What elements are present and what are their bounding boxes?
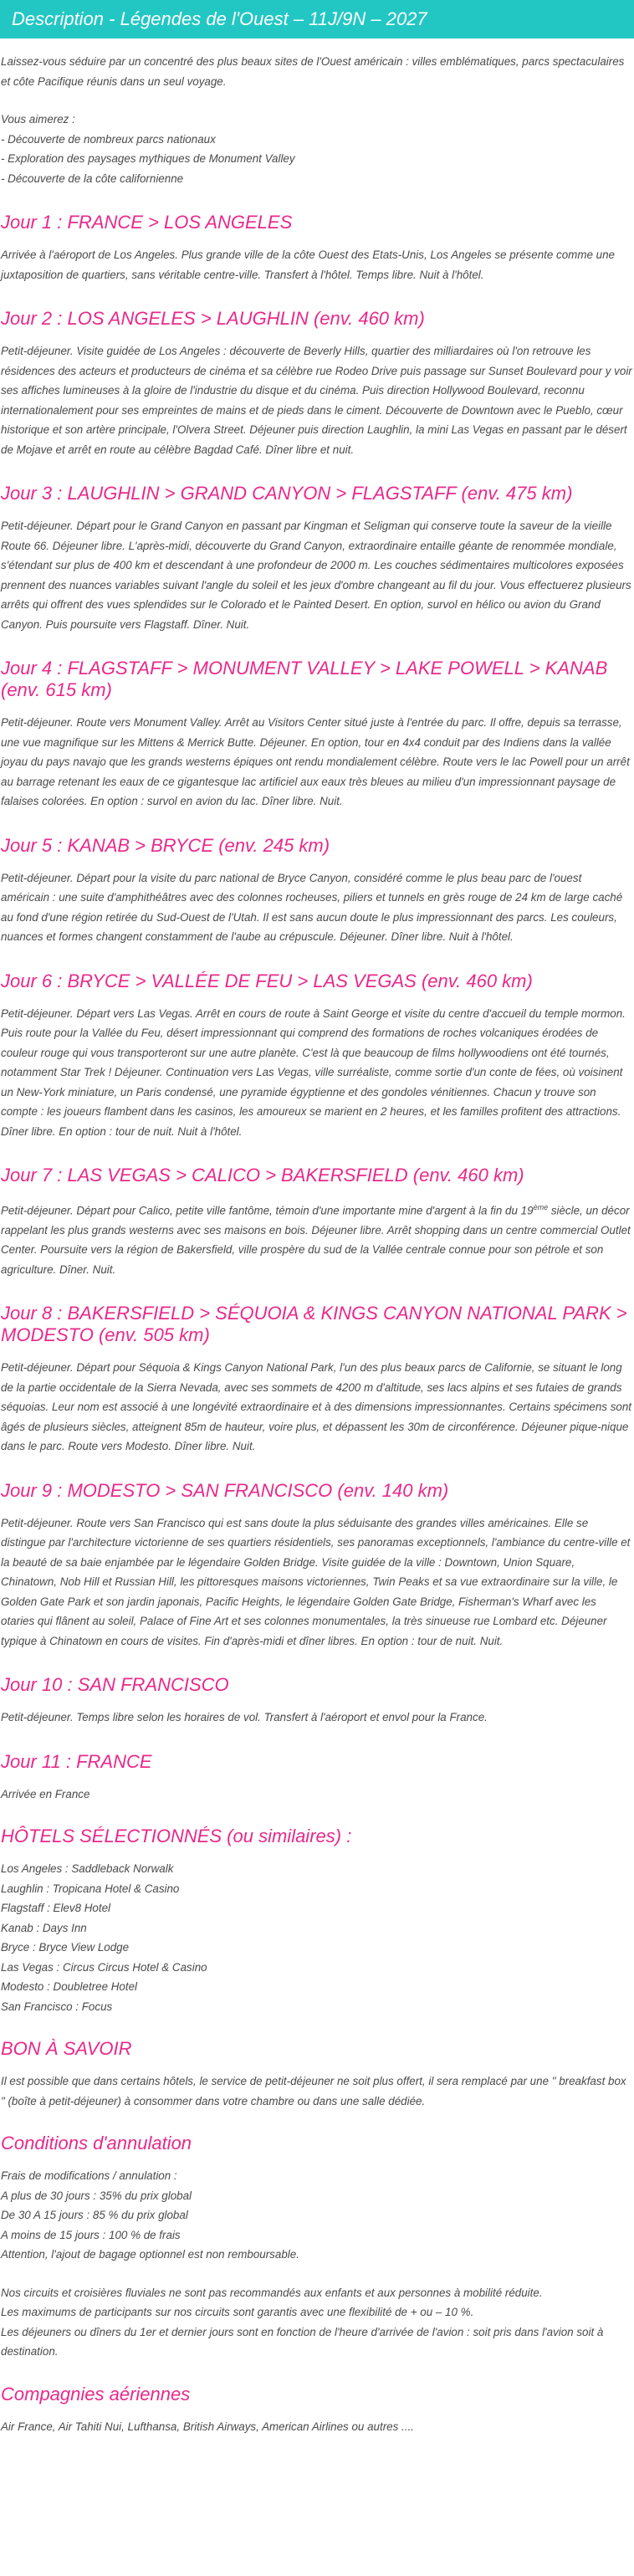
day-heading: Jour 8 : BAKERSFIELD > SÉQUOIA & KINGS CANYON NATIONAL PARK > MODESTO (env. 505 km) — [1, 1303, 627, 1346]
day-9 — [1, 1480, 632, 1652]
annulation-section — [1, 2133, 632, 2362]
annulation-note: Nos circuits et croisières fluviales ne sont pas recommandés aux enfants et aux personnes à mobilité réduite. — [1, 2286, 543, 2299]
day-10 — [1, 1674, 632, 1728]
hotels-section — [1, 1826, 632, 2016]
day-heading: Jour 11 : FRANCE — [1, 1750, 152, 1772]
day-text: Petit-déjeuner. Départ vers Las Vegas. Arrêt en cours de route à Saint George et visite du centre d'accueil du temple mormon. Puis route pour la Vallée du Feu, désert impressionnant qui comprend des formations de roches volcaniques érodées de couleur rouge qui vous transporteront sur une autre planète. C'est là que beaucoup de films hollywoodiens ont été tournés, notamment Star Trek ! Déjeuner. Continuation vers Las Vegas, ville surréaliste, comme sortie d'un conte de fées, où voisinent un New-York miniature, un Paris condensé, une pyramide égyptienne et des gondoles vénitiennes. Chacun y trouve son compte : les joueurs flambent dans les casinos, les amoureux se marient en 2 heures, et les familles profitent des attractions. Dîner libre. En option : tour de nuit. Nuit à l'hôtel. — [1, 1006, 626, 1138]
hotel-item: Flagstaff : Elev8 Hotel — [1, 1902, 110, 1915]
day-3 — [1, 483, 632, 634]
hotel-item: Bryce : Bryce View Lodge — [1, 1941, 130, 1954]
day-heading: Jour 1 : FRANCE > LOS ANGELES — [1, 212, 293, 233]
hotel-item: Kanab : Days Inn — [1, 1921, 87, 1934]
day-text: Petit-déjeuner. Départ pour Séquoia & Kings Canyon National Park, l'un des plus beaux parcs de Californie, se situant le long de la partie occidentale de la Sierra Nevada, avec ses sommets de 4200 m d'altitude, ses lacs alpins et ses futaies de grands séquoias. Leur nom est associé à une longévité extraordinaire et à des dimensions impressionnantes. Certains spécimens sont âgés de plusieurs siècles, atteignent 85m de hauteur, voire plus, et dépassent les 30m de circonférence. Déjeuner pique-nique dans le parc. Route vers Modesto. Dîner libre. Nuit. — [1, 1361, 632, 1453]
day-heading: Jour 3 : LAUGHLIN > GRAND CANYON > FLAGSTAFF (env. 475 km) — [1, 483, 573, 504]
day-5 — [1, 835, 632, 947]
section-heading: Conditions d'annulation — [1, 2133, 192, 2154]
annulation-line: A moins de 15 jours : 100 % de frais — [1, 2228, 181, 2241]
day-text-part: siècle, un décor rappelant les plus grands westerns avec ses maisons en bois. Déjeuner libre. Arrêt shopping dans un centre commercial Outlet Center. Poursuite vers la région de Bakersfield, ville prospère du sud de la Vallée centrale connue pour son pétrole et son agriculture. Dîner. Nuit. — [1, 1204, 631, 1276]
bon-a-savoir-text: Il est possible que dans certains hôtels, le service de petit-déjeuner ne soit plus offert, il sera remplacé par une " breakfast box " (boîte à petit-déjeuner) à consommer dans votre chambre ou dans une salle dédiée. — [1, 2075, 626, 2107]
bon-a-savoir-section — [1, 2038, 632, 2111]
day-heading: Jour 2 : LOS ANGELES > LAUGHLIN (env. 460 km) — [1, 308, 425, 329]
day-text: Arrivée à l'aéroport de Los Angeles. Plus grande ville de la côte Ouest des Etats-Unis, Los Angeles se présente comme une juxtaposition de quartiers, sans véritable centre-ville. Transfert à l'hôtel. Temps libre. Nuit à l'hôtel. — [1, 248, 615, 281]
compagnies-text: Air France, Air Tahiti Nui, Lufthansa, British Airways, American Airlines ou autres .... — [1, 2420, 414, 2433]
day-text: Petit-déjeuner. Route vers San Francisco qui est sans doute la plus séduisante des grandes villes américaines. Elle se distingue par l'architecture victorienne de ses quartiers résidentiels, ses panoramas exceptionnels, l'ambiance du centre-ville et la beauté de sa baie enjambée par le légendaire Golden Bridge. Visite guidée de la ville : Downtown, Union Square, Chinatown, Nob Hill et Russian Hill, les pittoresques maisons victoriennes, Twin Peaks et sa vue extraordinaire sur la ville, le Golden Gate Park et son jardin japonais, Pacific Heights, le légendaire Golden Gate Bridge, Fisherman's Wharf avec les otaries qui flânent au soleil, Palace of Fine Art et ses colonnes monumentales, la très sinueuse rue Lombard etc. Déjeuner typique à Chinatown en cours de visites. Fin d'après-midi et dîner libres. En option : tour de nuit. Nuit. — [1, 1516, 631, 1647]
content — [0, 52, 634, 2436]
section-heading: Compagnies aériennes — [1, 2383, 191, 2404]
day-text-part: Petit-déjeuner. Départ pour Calico, petite ville fantôme, témoin d'une importante mine d'argent à la fin du 19 — [1, 1204, 534, 1217]
day-8 — [1, 1303, 632, 1457]
intro-section — [1, 52, 632, 188]
day-4 — [1, 658, 632, 812]
intro-bullet: - Découverte de nombreux parcs nationaux — [1, 132, 216, 146]
day-text-superscript: ème — [533, 1203, 549, 1211]
compagnies-section — [1, 2384, 632, 2437]
intro-list-title: Vous aimerez : — [1, 113, 75, 125]
day-2 — [1, 308, 632, 459]
section-heading: HÔTELS SÉLECTIONNÉS (ou similaires) : — [1, 1826, 352, 1847]
day-heading: Jour 10 : SAN FRANCISCO — [1, 1674, 229, 1696]
day-text — [1, 1198, 632, 1279]
day-text: Petit-déjeuner. Temps libre selon les horaires de vol. Transfert à l'aéroport et envol pour la France. — [1, 1711, 488, 1724]
day-1 — [1, 212, 632, 284]
hotel-item: Las Vegas : Circus Circus Hotel & Casino — [1, 1960, 207, 1974]
annulation-line: Frais de modifications / annulation : — [1, 2169, 177, 2183]
annulation-note: Les maximums de participants sur nos circuits sont garantis avec une flexibilité de + ou – 10 %. — [1, 2306, 474, 2319]
page-title: Description - Légendes de l'Ouest – 11J/9N – 2027 — [0, 0, 634, 38]
day-heading: Jour 4 : FLAGSTAFF > MONUMENT VALLEY > LAKE POWELL > KANAB (env. 615 km) — [1, 658, 608, 700]
day-7 — [1, 1165, 632, 1279]
day-text: Petit-déjeuner. Départ pour le Grand Canyon en passant par Kingman et Seligman qui conserve toute la saveur de la vieille Route 66. Déjeuner libre. L'après-midi, découverte du Grand Canyon, extraordinaire entaille géante de renommée mondiale, s'étendant sur plus de 400 km et descendant à une profondeur de 2000 m. Les couches sédimentaires multicolores exposées prennent des nuances variables suivant l'angle du soleil et les jeux d'ombre changeant au fil du jour. Vous effectuerez plusieurs arrêts qui offrent des vues splendides sur le Colorado et le Painted Desert. En option, survol en hélico ou avion du Grand Canyon. Puis poursuite vers Flagstaff. Dîner. Nuit. — [1, 520, 631, 631]
intro-text: Laissez-vous séduire par un concentré des plus beaux sites de l'Ouest américain : villes emblématiques, parcs spectaculaires et côte Pacifique réunis dans un seul voyage. — [1, 55, 625, 88]
section-heading: BON À SAVOIR — [1, 2038, 132, 2060]
annulation-line: Attention, l'ajout de bagage optionnel est non remboursable. — [1, 2248, 299, 2261]
hotel-item: Laughlin : Tropicana Hotel & Casino — [1, 1882, 180, 1895]
hotel-item: Modesto : Doubletree Hotel — [1, 1980, 138, 1994]
day-heading: Jour 5 : KANAB > BRYCE (env. 245 km) — [1, 834, 330, 856]
intro-bullet: - Découverte de la côte californienne — [1, 172, 184, 185]
day-heading: Jour 6 : BRYCE > VALLÉE DE FEU > LAS VEGAS (env. 460 km) — [1, 970, 533, 991]
day-heading: Jour 9 : MODESTO > SAN FRANCISCO (env. 140 km) — [1, 1479, 449, 1501]
intro-bullet: - Exploration des paysages mythiques de Monument Valley — [1, 152, 295, 165]
hotel-item: San Francisco : Focus — [1, 2000, 113, 2013]
day-11 — [1, 1751, 632, 1805]
annulation-line: A plus de 30 jours : 35% du prix global — [1, 2189, 192, 2202]
day-heading: Jour 7 : LAS VEGAS > CALICO > BAKERSFIELD (env. 460 km) — [1, 1165, 524, 1186]
day-text: Petit-déjeuner. Visite guidée de Los Angeles : découverte de Beverly Hills, quartier des milliardaires où l'on retrouve les résidences des acteurs et producteurs de cinéma et sa célèbre rue Rodeo Drive puis passage sur Sunset Boulevard pour y voir ses affiches lumineuses à la gloire de l'industrie du disque et du cinéma. Puis direction Hollywood Boulevard, reconnu internationalement pour ses empreintes de mains et de pieds dans le ciment. Découverte de Downtown avec le Pueblo, cœur historique et son artère principale, l'Olvera Street. Déjeuner puis direction Laughlin, la mini Las Vegas en passant par le désert de Mojave et arrêt en route au célèbre Bagdad Café. Dîner libre et nuit. — [1, 345, 632, 456]
day-text: Petit-déjeuner. Départ pour la visite du parc national de Bryce Canyon, considéré comme le plus beau parc de l'ouest américain : une suite d'amphithéâtres avec des colonnes rocheuses, piliers et tunnels en grès rouge de 24 km de large caché au fond d'une région retirée du Sud-Ouest de l'Utah. Il est sans aucun doute le plus impressionnant des parcs. Les couleurs, nuances et formes changent constamment de l'aube au crépuscule. Déjeuner. Dîner libre. Nuit à l'hôtel. — [1, 871, 623, 943]
annulation-line: De 30 A 15 jours : 85 % du prix global — [1, 2209, 188, 2222]
annulation-note: Les déjeuners ou dîners du 1er et dernier jours sont en fonction de l'heure d'arrivée de l'avion : soit pris dans l'avion soit à destination. — [1, 2325, 604, 2358]
day-6 — [1, 970, 632, 1142]
day-text: Arrivée en France — [1, 1787, 90, 1800]
day-text: Petit-déjeuner. Route vers Monument Valley. Arrêt au Visitors Center situé juste à l'entrée du parc. Il offre, depuis sa terrasse, une vue magnifique sur les Mittens & Merrick Butte. Déjeuner. En option, tour en 4x4 conduit par des Indiens dans la vallée joyau du pays navajo que les grands westerns épiques ont rendu mondialement célèbre. Route vers le lac Powell pour un arrêt au barrage retenant les eaux de ce gigantesque lac artificiel aux eaux très bleues au milieu d'un impressionnant paysage de falaises colorées. En option : survol en avion du lac. Dîner libre. Nuit. — [1, 716, 630, 807]
hotel-item: Los Angeles : Saddleback Norwalk — [1, 1862, 174, 1876]
